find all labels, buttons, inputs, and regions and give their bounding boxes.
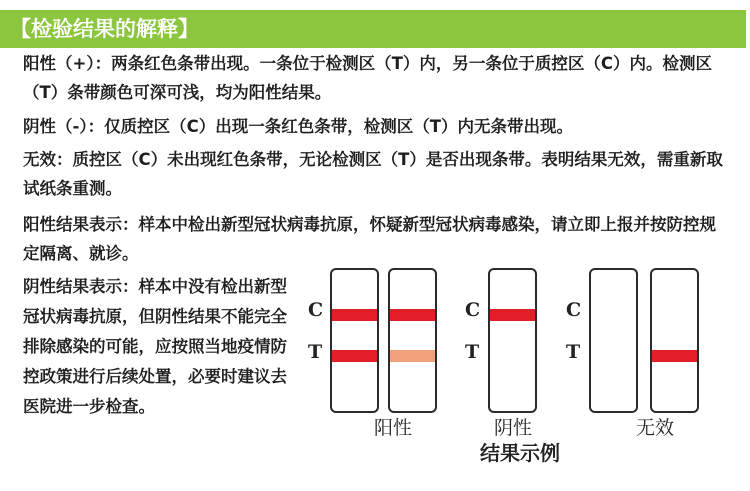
invalid-description: 无效：质控区（C）未出现红色条带，无论检测区（T）是否出现条带。表明结果无效，需重新取试纸条重测。	[23, 150, 723, 198]
group-label-negative: 阴性	[493, 417, 532, 439]
result-examples-diagram	[300, 265, 740, 475]
t-mark: T	[308, 341, 323, 363]
test-strip-positive-faint	[388, 268, 437, 413]
test-strip-negative	[488, 268, 537, 413]
test-strip-invalid-empty	[589, 268, 638, 413]
diagram-caption: 结果示例	[480, 441, 560, 465]
group-label-invalid: 无效	[635, 417, 674, 439]
test-band	[332, 350, 377, 362]
test-strip-positive-strong	[330, 268, 379, 413]
c-mark: C	[308, 299, 324, 321]
negative-meaning: 阴性结果表示：样本中没有检出新型冠状病毒抗原，但阴性结果不能完全排除感染的可能，应按照当地疫情防控政策进行后续处置，必要时建议去医院进一步检查。	[23, 277, 287, 416]
control-band	[332, 309, 377, 321]
section-header: 【检验结果的解释】	[0, 10, 746, 48]
t-mark: T	[566, 341, 581, 363]
positive-description: 阳性（+）：两条红色条带出现。一条位于检测区（T）内，另一条位于质控区（C）内。检测区（T）条带颜色可深可浅，均为阳性结果。	[23, 54, 712, 102]
control-band	[490, 309, 535, 321]
test-band	[652, 350, 697, 362]
negative-description: 阴性（-）：仅质控区（C）出现一条红色条带，检测区（T）内无条带出现。	[23, 117, 573, 136]
group-label-positive: 阳性	[373, 417, 412, 439]
t-mark: T	[465, 341, 480, 363]
test-band-faint	[390, 350, 435, 362]
test-strip-invalid-t-only	[650, 268, 699, 413]
c-mark: C	[465, 299, 481, 321]
c-mark: C	[566, 299, 582, 321]
control-band	[390, 309, 435, 321]
positive-meaning: 阳性结果表示：样本中检出新型冠状病毒抗原，怀疑新型冠状病毒感染，请立即上报并按防控规定隔离、就诊。	[23, 215, 716, 263]
